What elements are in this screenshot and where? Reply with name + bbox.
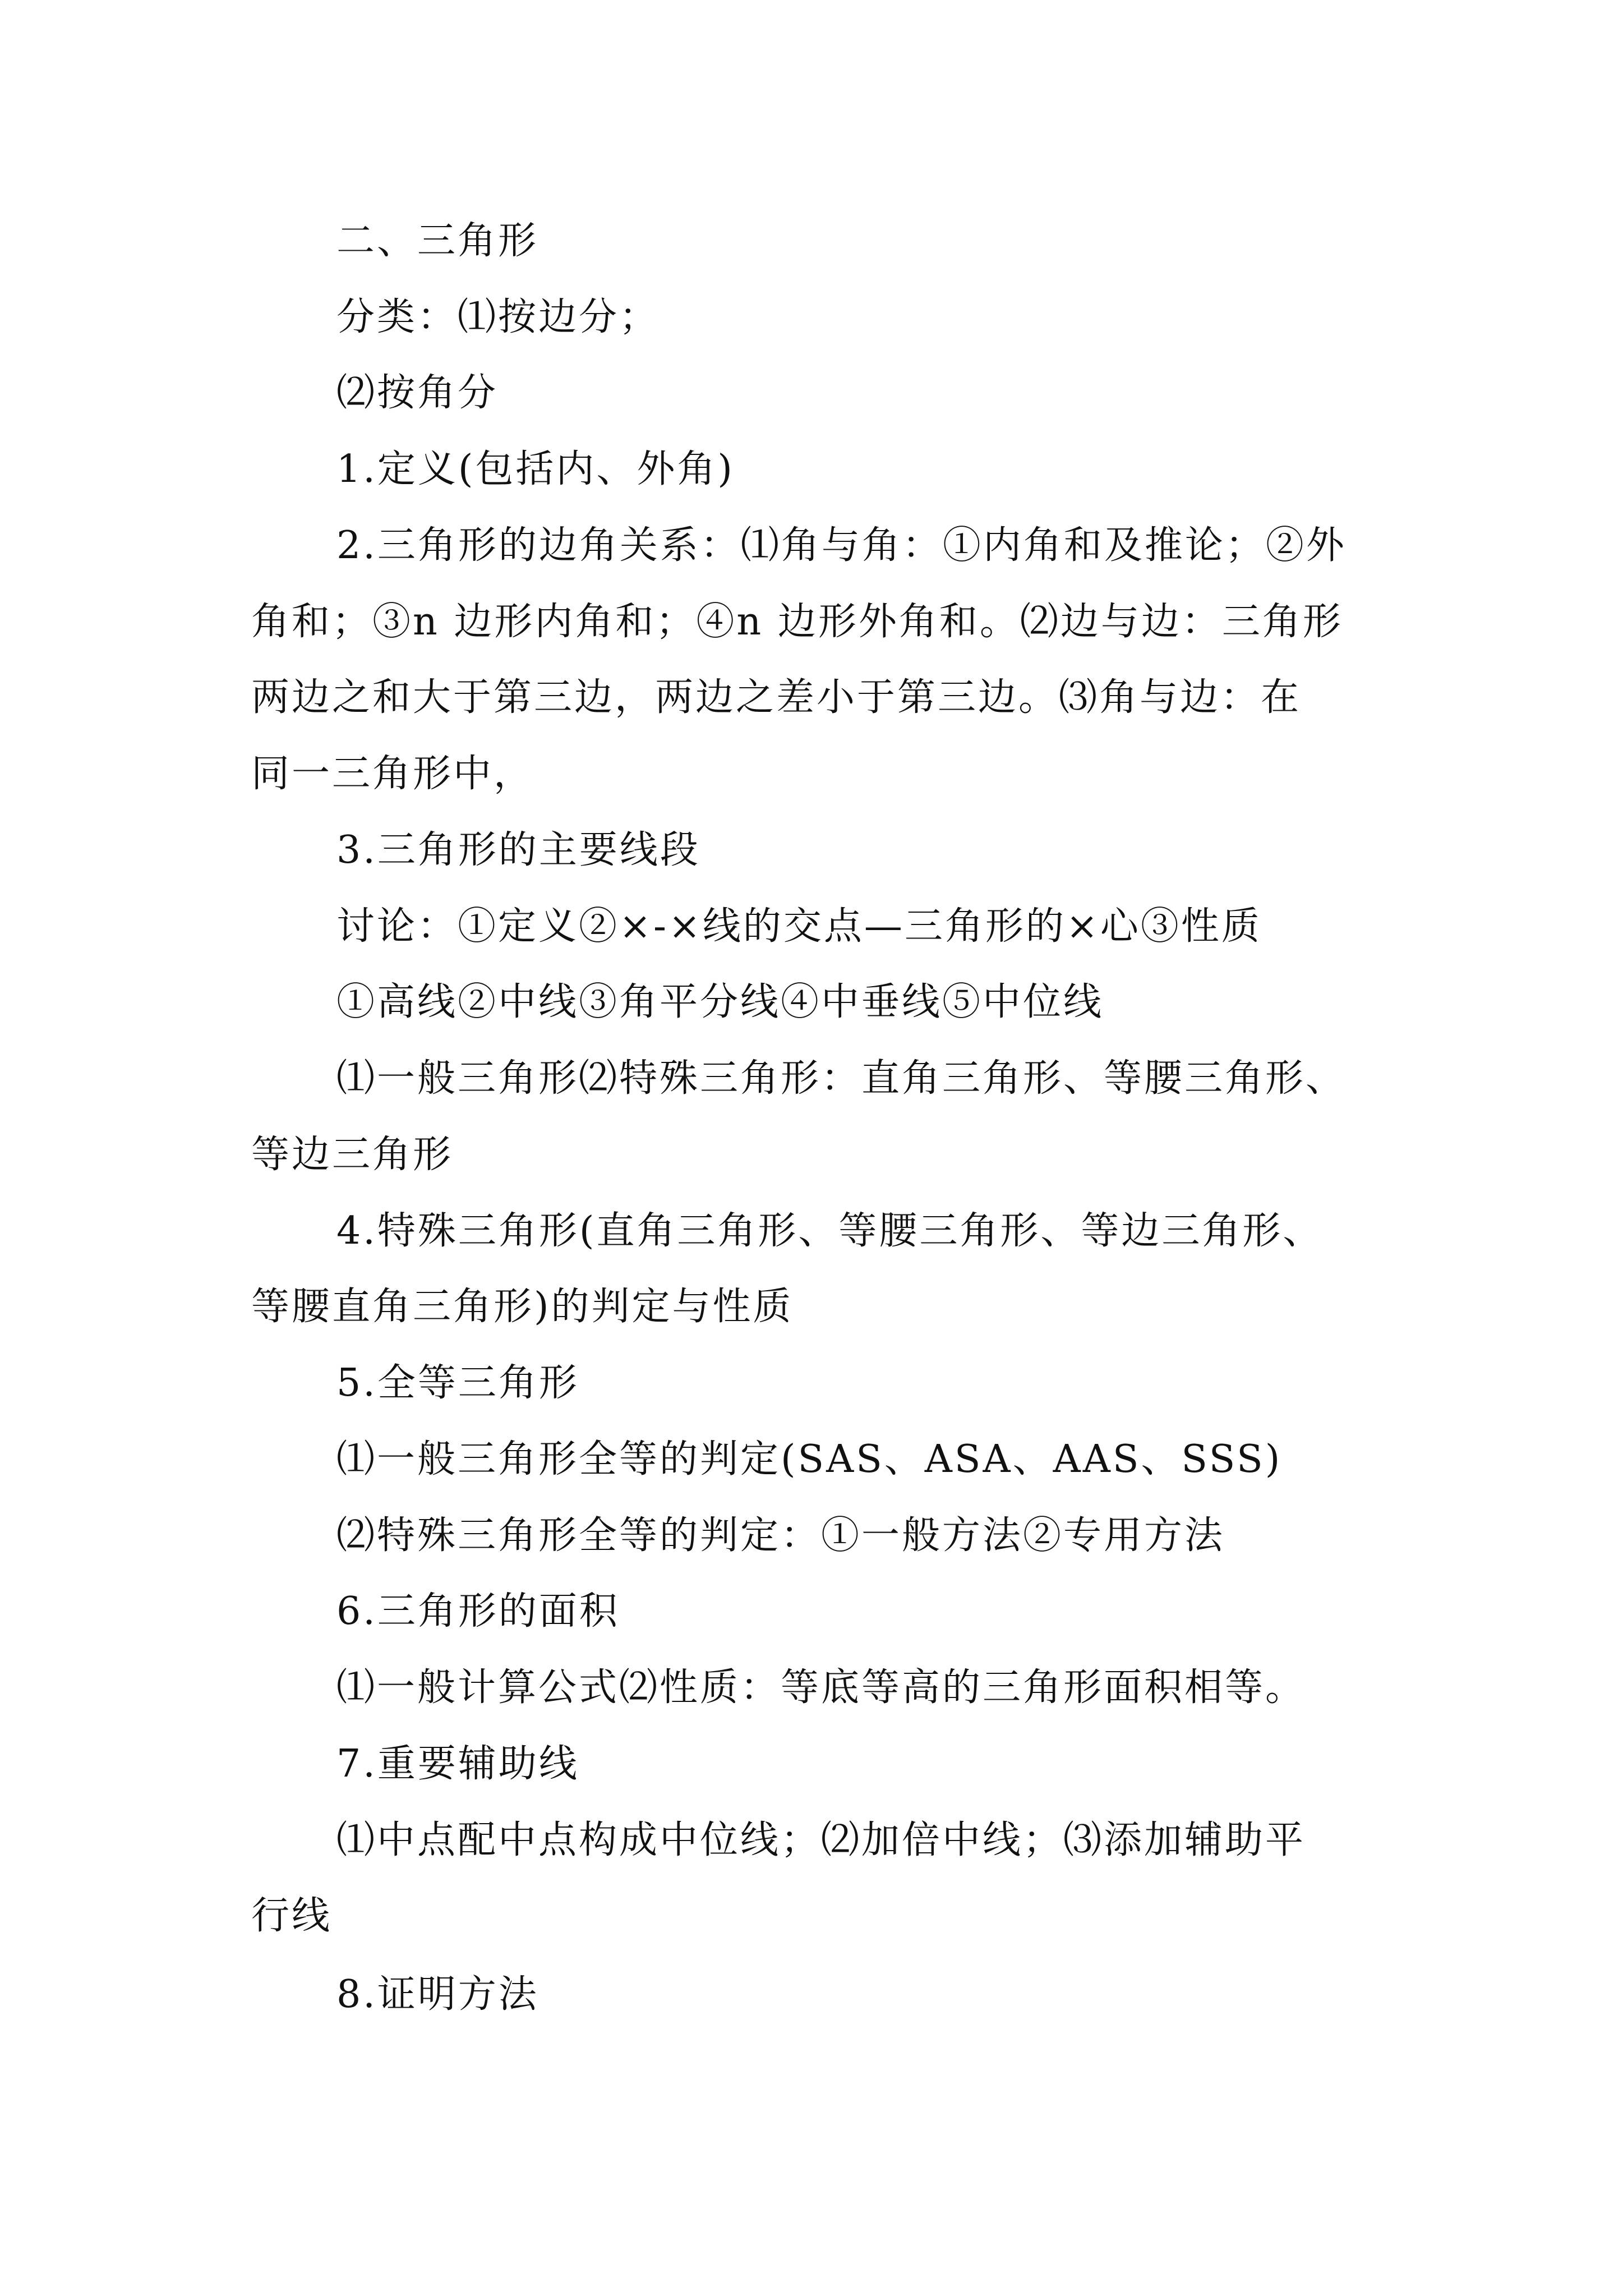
text-line: ⑴中点配中点构成中位线；⑵加倍中线；⑶添加辅助平 — [336, 1818, 1306, 1862]
text-line: ①高线②中线③角平分线④中垂线⑤中位线 — [336, 980, 1104, 1024]
text-line: 行线 — [251, 1894, 333, 1938]
text-line: 角和；③n 边形内角和；④n 边形外角和。⑵边与边：三角形 — [251, 600, 1343, 644]
list-item-heading: 2.三角形的边角关系：⑴角与角：①内角和及推论；②外 — [336, 523, 1347, 568]
text-line: ⑴一般三角形⑵特殊三角形：直角三角形、等腰三角形、 — [336, 1056, 1347, 1101]
text-line: 讨论：①定义②×-×线的交点—三角形的×心③性质 — [336, 904, 1262, 949]
list-item-heading: 8.证明方法 — [336, 1972, 539, 2017]
text-line: ⑴一般计算公式⑵性质：等底等高的三角形面积相等。 — [336, 1665, 1306, 1710]
section-heading: 二、三角形 — [336, 219, 539, 263]
list-item-heading: 1.定义(包括内、外角) — [336, 447, 735, 491]
text-line: 等边三角形 — [251, 1133, 454, 1177]
list-item-heading: 4.特殊三角形(直角三角形、等腰三角形、等边三角形、 — [336, 1209, 1324, 1253]
text-line: 两边之和大于第三边，两边之差小于第三边。⑶角与边：在 — [251, 675, 1302, 720]
text-line: 等腰直角三角形)的判定与性质 — [251, 1285, 794, 1329]
list-item-heading: 5.全等三角形 — [336, 1361, 579, 1405]
text-line: ⑵按角分 — [336, 371, 499, 415]
list-item-heading: 6.三角形的面积 — [336, 1589, 620, 1634]
list-item-heading: 7.重要辅助线 — [336, 1742, 579, 1786]
text-line: ⑵特殊三角形全等的判定：①一般方法②专用方法 — [336, 1513, 1225, 1558]
text-line: 分类：⑴按边分； — [336, 295, 660, 339]
text-line: ⑴一般三角形全等的判定(SAS、ASA、AAS、SSS) — [336, 1437, 1283, 1481]
text-line: 同一三角形中， — [251, 752, 534, 796]
list-item-heading: 3.三角形的主要线段 — [336, 828, 700, 872]
